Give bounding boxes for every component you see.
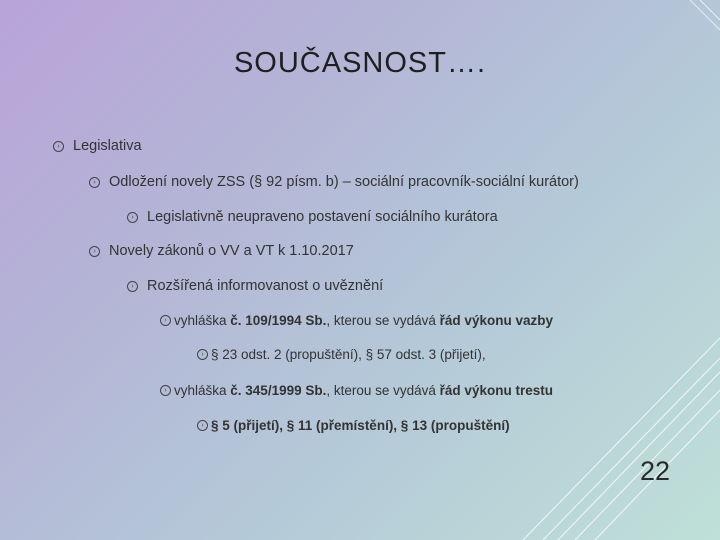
- circled-chevron-icon: ›: [160, 315, 171, 326]
- bullet-text: [174, 383, 553, 398]
- bullet-text: Legislativně neupraveno postavení sociálního kurátora: [147, 209, 498, 225]
- bullet-legislativa: [53, 138, 142, 154]
- circled-chevron-icon: ›: [127, 281, 138, 292]
- bullet-text: Odložení novely ZSS (§ 92 písm. b) – sociální pracovník-sociální kurátor): [109, 174, 579, 190]
- bullet-informovanost: [127, 278, 383, 294]
- circled-chevron-icon: ›: [197, 420, 208, 431]
- text-mid: , kterou se vydává: [326, 383, 440, 398]
- text-prefix: vyhláška: [174, 313, 231, 328]
- bullet-text: [174, 313, 553, 328]
- decree-number: č. 345/1999 Sb.: [230, 383, 327, 398]
- bullet-vyhlaska-109: [160, 313, 553, 328]
- bullet-paragraphs-trest: [197, 418, 510, 433]
- circled-chevron-icon: ›: [127, 212, 138, 223]
- bullet-text: Rozšířená informovanost o uvěznění: [147, 278, 384, 294]
- bullet-text: § 5 (přijetí), § 11 (přemístění), § 13 (propuštění): [211, 418, 510, 433]
- bullet-novely-zakonu: [89, 243, 354, 259]
- page-number: 22: [640, 456, 671, 486]
- circled-chevron-icon: ›: [160, 385, 171, 396]
- bullet-text: § 23 odst. 2 (propuštění), § 57 odst. 3 (přijetí),: [211, 347, 486, 362]
- bullet-text: Legislativa: [73, 138, 142, 154]
- bullet-vyhlaska-345: [160, 383, 553, 398]
- text-mid: , kterou se vydává: [326, 313, 440, 328]
- bullet-neupraveno: [127, 209, 498, 225]
- bullet-odlozeni-novely: [89, 174, 579, 190]
- bottom-right-chevron-lines: [523, 338, 720, 540]
- circled-chevron-icon: ›: [53, 141, 64, 152]
- circled-chevron-icon: ›: [89, 177, 100, 188]
- decree-name: řád výkonu vazby: [439, 313, 553, 328]
- circled-chevron-icon: ›: [197, 349, 208, 360]
- decree-number: č. 109/1994 Sb.: [230, 313, 327, 328]
- bullet-paragraphs-vazba: [197, 347, 486, 362]
- top-right-chevron-lines: [690, 0, 720, 30]
- decree-name: řád výkonu trestu: [439, 383, 553, 398]
- bullet-text: Novely zákonů o VV a VT k 1.10.2017: [109, 243, 354, 259]
- text-prefix: vyhláška: [174, 383, 231, 398]
- slide-title: SOUČASNOST….: [233, 47, 487, 79]
- circled-chevron-icon: ›: [89, 246, 100, 257]
